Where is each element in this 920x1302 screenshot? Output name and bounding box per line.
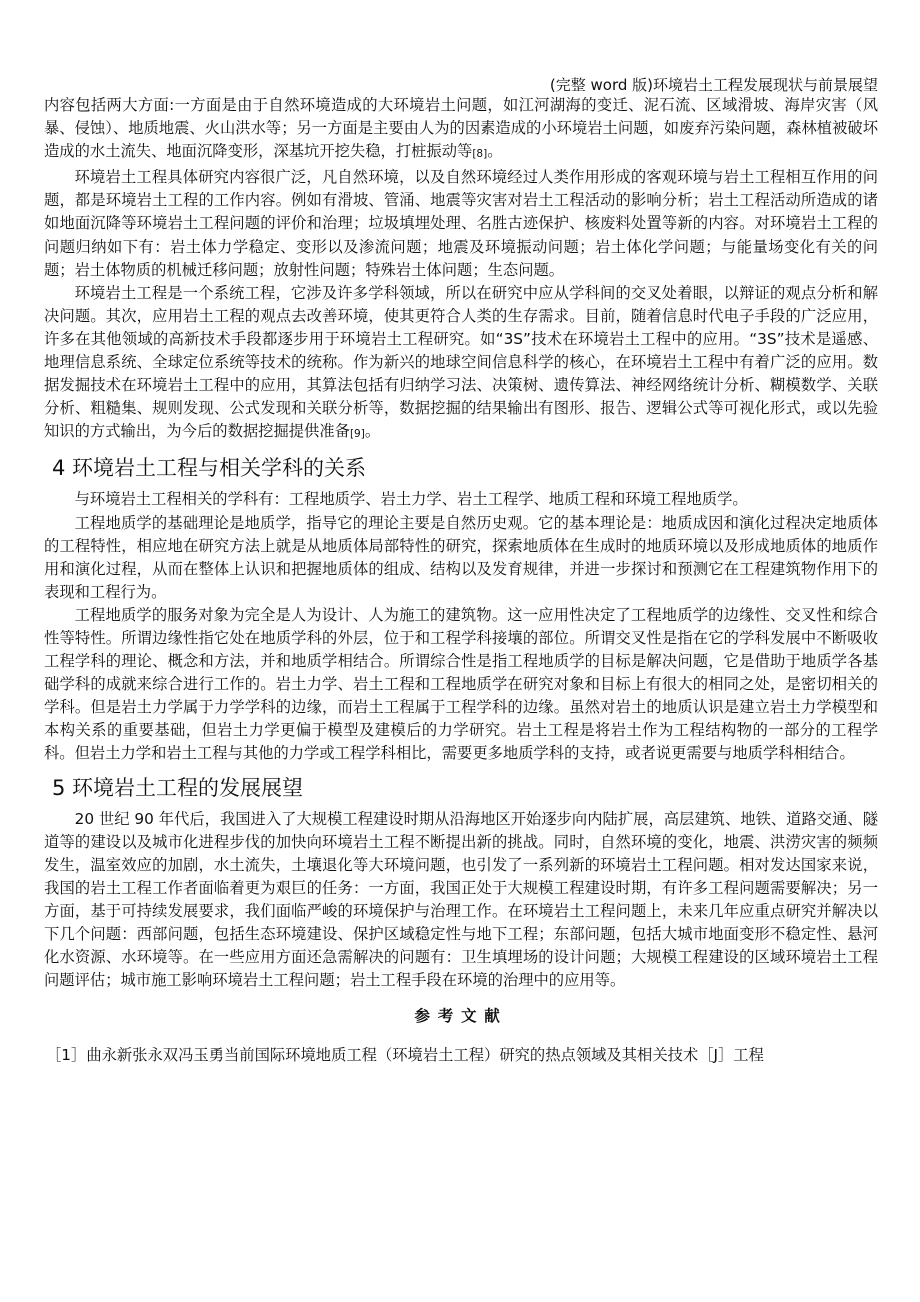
paragraph: 环境岩土工程具体研究内容很广泛，凡自然环境，以及自然环境经过人类作用形成的客观环境与岩土工程相互作用的问题，都是环境岩土工程的工作内容。例如有滑坡、管涌、地震等灾害对岩土工程活动的影响分析；岩土工程活动所造成的诸如地面沉降等环境岩土工程问题的评价和治理；垃圾填埋处理、名胜古迹保护、核废料处置等新的内容。对环境岩土工程的问题归纳如下有：岩土体力学稳定、变形以及渗流问题；地震及环境振动问题；岩土体化学问题；与能量场变化有关的问题；岩土体物质的机械迁移问题；放射性问题；特殊岩土体问题；生态问题。	[44, 168, 878, 279]
section-heading-5: 5 环境岩土工程的发展展望	[52, 775, 304, 800]
paragraph-continued: 内容包括两大方面:一方面是由于自然环境造成的大环境岩土问题，如江河湖海的变迁、泥石流、区域滑坡、海岸灾害（风暴、侵蚀）、地质地震、火山洪水等；另一方面是主要由人为的因素造成的小环境岩土问题，如废弃污染问题，森林植被破坏造成的水土流失、地面沉降变形，深基坑开挖失稳，打桩振动等[8]。	[44, 96, 878, 161]
section-heading-4: 4 环境岩土工程与相关学科的关系	[52, 456, 367, 481]
document-body	[44, 94, 878, 1067]
reference-item: ［1］曲永新张永双冯玉勇当前国际环境地质工程（环境岩土工程）研究的热点领域及其相关技术［J］工程	[46, 1046, 764, 1065]
references-title: 参考文献	[414, 1007, 508, 1026]
paragraph: 与环境岩土工程相关的学科有：工程地质学、岩土力学、岩土工程学、地质工程和环境工程地质学。	[74, 490, 748, 509]
citation: [8]	[472, 148, 488, 161]
paragraph: 工程地质学的服务对象为完全是人为设计、人为施工的建筑物。这一应用性决定了工程地质学的边缘性、交叉性和综合性等特性。所谓边缘性指它处在地质学科的外层，位于和工程学科接壤的部位。所谓交叉性是指在它的学科发展中不断吸收工程学科的理论、概念和方法，并和地质学相结合。所谓综合性是指工程地质学的目标是解决问题，它是借助于地质学各基础学科的成就来综合进行工作的。岩土力学、岩土工程和工程地质学在研究对象和目标上有很大的相同之处，是密切相关的学科。但是岩土力学属于力学学科的边缘，而岩土工程属于工程学科的边缘。虽然对岩土的地质认识是建立岩土力学模型和本构关系的重要基础，但岩土力学更偏于模型及建模后的力学研究。岩土工程是将岩土作为工程结构物的一部分的工程学科。但岩土力学和岩土工程与其他的力学或工程学科相比，需要更多地质学科的支持，或者说更需要与地质学科相结合。	[44, 605, 878, 763]
paragraph: 20 世纪 90 年代后，我国进入了大规模工程建设时期从沿海地区开始逐步向内陆扩展，高层建筑、地铁、道路交通、隧道等的建设以及城市化进程步伐的加快向环境岩土工程不断提出新的挑战。同时，自然环境的变化，地震、洪涝灾害的频频发生，温室效应的加剧，水土流失，土壤退化等大环境问题，也引发了一系列新的环境岩土工程问题。相对发达国家来说，我国的岩土工程工作者面临着更为艰巨的任务：一方面，我国正处于大规模工程建设时期，有许多工程问题需要解决；另一方面，基于可持续发展要求，我们面临严峻的环境保护与治理工作。在环境岩土工程问题上，未来几年应重点研究并解决以下几个问题：西部问题，包括生态环境建设、保护区域稳定性与地下工程；东部问题，包括大城市地面变形不稳定性、悬河化水资源、水环境等。在一些应用方面还急需解决的问题有：卫生填埋场的设计问题；大规模工程建设的区域环境岩土工程问题评估；城市施工影响环境岩土工程问题；岩土工程手段在环境的治理中的应用等。	[44, 809, 878, 990]
citation: [9]	[349, 428, 365, 441]
paragraph: 工程地质学的基础理论是地质学，指导它的理论主要是自然历史观。它的基本理论是：地质成因和演化过程决定地质体的工程特性，相应地在研究方法上就是从地质体局部特性的研究，探索地质体在生成时的地质环境以及形成地质体的地质作用和演化过程，从而在整体上认识和把握地质体的组成、结构以及发育规律，并进一步探讨和预测它在工程建筑物作用下的表现和工程行为。	[44, 513, 878, 601]
paragraph: 环境岩土工程是一个系统工程，它涉及许多学科领域，所以在研究中应从学科间的交叉处着眼，以辩证的观点分析和解决问题。其次，应用岩土工程的观点去改善环境，使其更符合人类的生存需求。目前，随着信息时代电子手段的广泛应用，许多在其他领域的高新技术手段都逐步用于环境岩土工程研究。如“3S”技术在环境岩土工程中的应用。“3S”技术是遥感、地理信息系统、全球定位系统等技术的统称。作为新兴的地球空间信息科学的核心，在环境岩土工程中有着广泛的应用。数据发掘技术在环境岩土工程中的应用，其算法包括有归纳学习法、决策树、遗传算法、神经网络统计分析、糊模数学、关联分析、粗糙集、规则发现、公式发现和关联分析等，数据挖掘的结果输出有图形、报告、逻辑公式等可视化形式，或以先验知识的方式输出，为今后的数据挖掘提供准备[9]。	[44, 283, 878, 441]
running-header: (完整 word 版)环境岩土工程发展现状与前景展望	[549, 76, 878, 94]
